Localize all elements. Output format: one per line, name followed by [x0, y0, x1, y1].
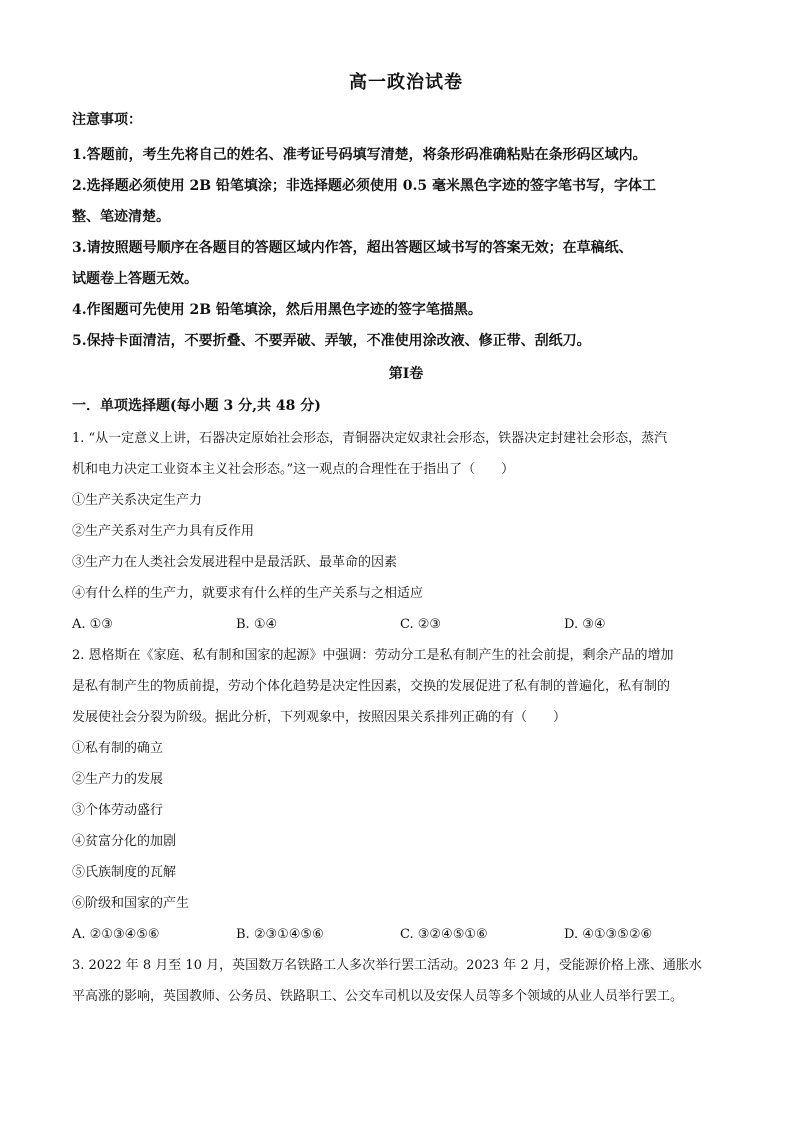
question-1-choice-c: C. ②③ — [400, 617, 442, 632]
question-1-statement-4: ④有什么样的生产力，就要求有什么样的生产关系与之相适应 — [72, 586, 424, 601]
question-2-stem-line-3: 发展使社会分裂为阶级。据此分析，下列观象中，按照因果关系排列正确的有（ ） — [72, 710, 567, 725]
question-2-choice-c: C. ③②④⑤①⑥ — [400, 927, 488, 942]
notice-block — [72, 110, 740, 357]
volume-label: 第Ⅰ卷 — [388, 366, 424, 382]
question-1-choice-b: B. ①④ — [236, 617, 278, 632]
question-3-stem-line-2: 平高涨的影响，英国教师、公务员、铁路职工、公交车司机以及安保人员等多个领域的从业人员举行罢工。 — [72, 989, 684, 1004]
question-1-statement-1: ①生产关系决定生产力 — [72, 493, 203, 508]
notice-item-2-continued: 整、笔迹清楚。 — [72, 209, 170, 225]
question-2-statement-6: ⑥阶级和国家的产生 — [72, 896, 190, 911]
question-3 — [72, 950, 740, 1012]
question-1-statement-2: ②生产关系对生产力具有反作用 — [72, 524, 255, 539]
question-2-choice-d: D. ④①③⑤②⑥ — [564, 927, 653, 942]
notice-item-3-continued: 试题卷上答题无效。 — [72, 271, 198, 287]
question-2-statement-5: ⑤氏族制度的瓦解 — [72, 865, 177, 880]
question-2-stem-line-1: 2. 恩格斯在《家庭、私有制和国家的起源》中强调：劳动分工是私有制产生的社会前提，剩余产品的增加 — [72, 648, 674, 663]
question-2-choice-b: B. ②③①④⑤⑥ — [236, 927, 324, 942]
notice-item-1: 1.答题前，考生先将自己的姓名、准考证号码填写清楚，将条形码准确粘贴在条形码区域内。 — [72, 147, 647, 163]
notice-item-2: 2.选择题必须使用 2B 铅笔填涂；非选择题必须使用 0.5 毫米黑色字迹的签字笔书写，字体工 — [72, 178, 657, 194]
question-1-stem-line-2: 机和电力决定工业资本主义社会形态。”这一观点的合理性在于指出了（ ） — [72, 462, 515, 477]
question-2 — [72, 640, 740, 950]
notice-item-4: 4.作图题可先使用 2B 铅笔填涂，然后用黑色字迹的签字笔描黑。 — [72, 302, 482, 318]
section-heading: 一．单项选择题(每小题 3 分,共 48 分) — [72, 398, 321, 414]
question-2-statement-2: ②生产力的发展 — [72, 772, 164, 787]
notice-item-5: 5.保持卡面清洁，不要折叠、不要弄破、弄皱，不准使用涂改液、修正带、刮纸刀。 — [72, 333, 591, 349]
question-2-statement-3: ③个体劳动盛行 — [72, 803, 164, 818]
question-2-statement-1: ①私有制的确立 — [72, 741, 164, 756]
notice-heading: 注意事项： — [72, 112, 142, 128]
question-2-statement-4: ④贫富分化的加剧 — [72, 834, 177, 849]
question-1-choice-a: A. ①③ — [72, 617, 113, 632]
question-2-choice-a: A. ②①③④⑤⑥ — [72, 927, 160, 942]
question-2-stem-line-2: 是私有制产生的物质前提，劳动个体化趋势是决定性因素，交换的发展促进了私有制的普遍化，私有制的 — [72, 679, 671, 694]
question-1-stem-line-1: 1. “从一定意义上讲，石器决定原始社会形态，青铜器决定奴隶社会形态，铁器决定封建社会形态，蒸汽 — [72, 431, 668, 446]
question-1-choice-d: D. ③④ — [564, 617, 606, 632]
question-1-choices — [72, 609, 740, 640]
question-1-statement-3: ③生产力在人类社会发展进程中是最活跃、最革命的因素 — [72, 555, 398, 570]
question-2-choices — [72, 919, 740, 950]
notice-item-3: 3.请按照题号顺序在各题目的答题区域内作答，超出答题区域书写的答案无效；在草稿纸、 — [72, 240, 633, 256]
question-3-stem-line-1: 3. 2022 年 8 月至 10 月，英国数万名铁路工人多次举行罢工活动。2023 年 2 月，受能源价格上涨、通胀水 — [72, 958, 702, 973]
page-title: 高一政治试卷 — [349, 72, 463, 93]
question-1 — [72, 423, 740, 640]
